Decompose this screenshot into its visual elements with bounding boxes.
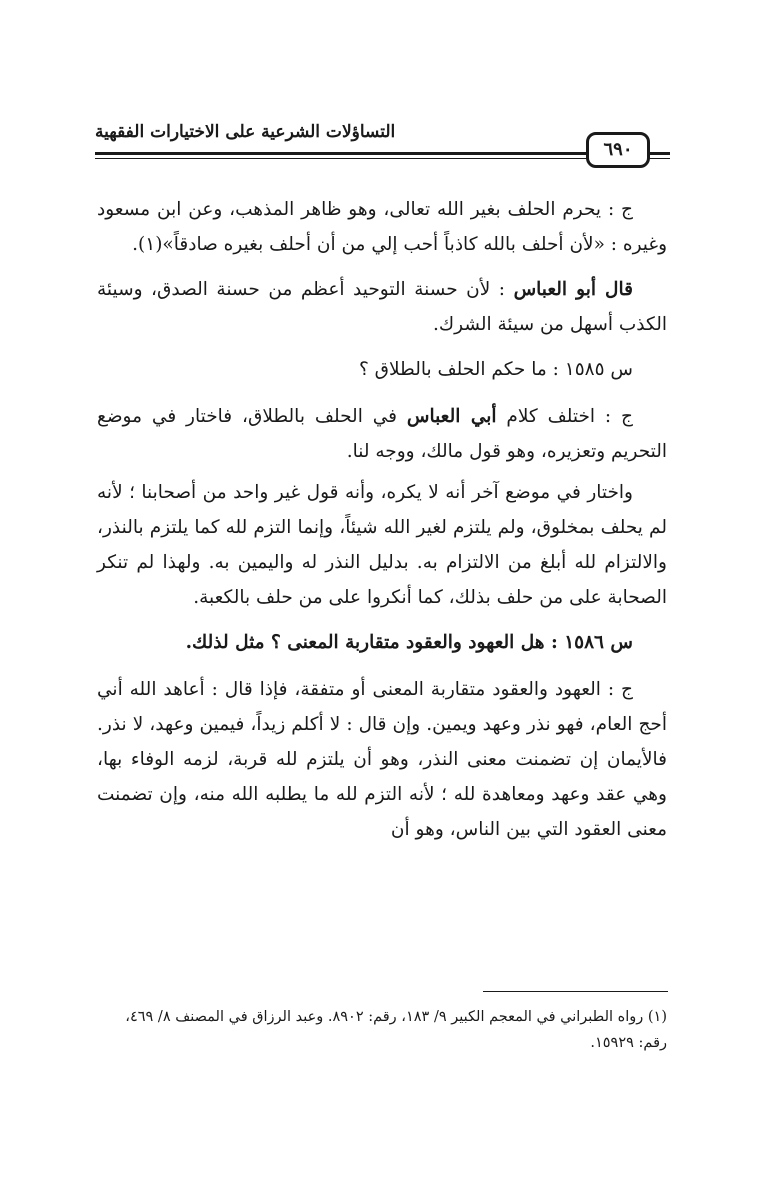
scholar-name: قال أبو العباس (513, 279, 633, 300)
question-1585: س ١٥٨٥ : ما حكم الحلف بالطلاق ؟ (358, 359, 633, 380)
quote-paragraph (97, 272, 667, 342)
answer-paragraph: ج : العهود والعقود متقاربة المعنى أو متفقة، فإذا قال : أعاهد الله أني أحج العام، فهو نذر وعهد ويمين. وإن قال : لا أكلم زيداً، فيمين وعهد، لا نذر. فالأيمان إن تضمنت معنى النذر، وهو أن يلتزم لله قربة، لزمه الوفاء بها، وهي عقد وعهد ومعاهدة لله ؛ لأنه التزم لله ما يطلبه الله منه، وإن تضمنت معنى العقود التي بين الناس، وهو أن (97, 679, 667, 840)
answer-paragraph: واختار في موضع آخر أنه لا يكره، وأنه قول غير واحد من أصحابنا ؛ لأنه لم يحلف بمخلوق، ولم يلتزم لغير الله شيئاً، وإنما التزم لله كما يلتزم بالنذر، والالتزام لله أبلغ من الالتزام به. بدليل النذر له واليمين به. ولهذا لم تنكر الصحابة على من حلف بذلك، كما أنكروا على من حلف بالكعبة. (97, 482, 667, 608)
answer-text: في الحلف بالطلاق، فاختار في موضع التحريم وتعزيره، وهو قول مالك، ووجه لنا. (97, 406, 667, 462)
footnote-rule (483, 991, 668, 992)
header-rule (95, 152, 670, 155)
page-number: ٦٩٠ (586, 132, 650, 168)
answer-paragraph: ج : يحرم الحلف بغير الله تعالى، وهو ظاهر المذهب، وعن ابن مسعود وغيره : «لأن أحلف بالله كاذباً أحب إلي من أن أحلف بغيره صادقاً»(١). (97, 199, 667, 255)
page-header (95, 118, 670, 168)
main-text (97, 192, 667, 857)
header-rule-thin (95, 158, 670, 159)
question-1586: س ١٥٨٦ : هل العهود والعقود متقاربة المعنى ؟ مثل لذلك. (185, 632, 633, 653)
running-title: التساؤلات الشرعية على الاختيارات الفقهية (95, 122, 396, 142)
answer-paragraph (97, 399, 667, 469)
footnote: (١) رواه الطبراني في المعجم الكبير ٩/ ١٨٣، رقم: ٨٩٠٢. وعبد الرزاق في المصنف ٨/ ٤٦٩، رقم: ١٥٩٢٩. (125, 1009, 667, 1051)
answer-text: ج : اختلف كلام (506, 406, 633, 427)
quote-text: : لأن حسنة التوحيد أعظم من حسنة الصدق، وسيئة الكذب أسهل من سيئة الشرك. (97, 279, 667, 335)
scholar-name: أبي العباس (406, 406, 497, 427)
